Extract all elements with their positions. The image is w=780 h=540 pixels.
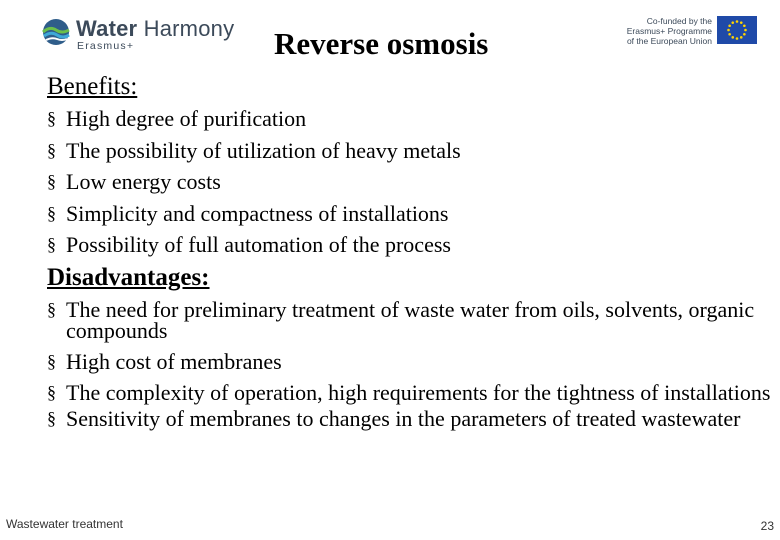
eu-star <box>731 36 734 39</box>
bullet-icon: § <box>47 202 56 223</box>
list-item: § Low energy costs <box>47 166 772 198</box>
water-harmony-logo <box>40 14 235 50</box>
list-item: § Sensitivity of membranes to changes in the parameters of treated wastewater <box>47 406 741 431</box>
logo-subtext: Erasmus+ <box>77 40 135 52</box>
list-item: § High degree of purification <box>47 103 772 135</box>
eu-star <box>727 29 730 32</box>
eu-star <box>728 24 731 27</box>
slide-content <box>47 70 772 434</box>
benefits-heading: Benefits: <box>47 73 138 100</box>
globe-icon <box>40 18 72 46</box>
eu-star <box>736 37 739 40</box>
page-number: 23 <box>760 519 774 533</box>
eu-star <box>743 24 746 27</box>
bullet-icon: § <box>47 408 56 428</box>
eu-cofunded-logo <box>620 16 760 50</box>
bullet-icon: § <box>47 171 56 191</box>
eu-star <box>743 33 746 36</box>
bullet-icon: § <box>47 108 56 128</box>
logo-brand-text: Water Harmony <box>76 16 235 41</box>
eu-star <box>740 21 743 24</box>
disadvantages-heading: Disadvantages: <box>47 263 210 291</box>
list-item: § The complexity of operation, high requirements for the tightness of installations <box>47 380 771 405</box>
bullet-icon: § <box>47 350 56 371</box>
list-item: § Possibility of full automation of the process <box>47 229 772 261</box>
list-item: § The possibility of utilization of heavy metals <box>47 135 772 167</box>
footer-text: Wastewater treatment <box>6 517 123 531</box>
eu-star <box>731 21 734 24</box>
eu-star <box>736 20 739 23</box>
eu-flag-icon <box>717 16 757 44</box>
list-item: § Simplicity and compactness of installations <box>47 198 772 230</box>
slide-title: Reverse osmosis <box>274 26 489 61</box>
bullet-icon: § <box>47 234 56 254</box>
list-item: § High cost of membranes <box>47 346 772 378</box>
disadvantages-list <box>47 296 772 431</box>
eu-star <box>728 33 731 36</box>
bullet-icon: § <box>47 298 56 319</box>
benefits-list <box>47 103 772 261</box>
bullet-icon: § <box>47 139 56 160</box>
eu-logo-text: Co-funded by the Erasmus+ Programme of the European Union <box>626 16 712 46</box>
eu-star <box>744 29 747 32</box>
list-item: § The need for preliminary treatment of waste water from oils, solvents, organic compounds <box>47 296 755 343</box>
eu-star <box>740 36 743 39</box>
bullet-icon: § <box>47 382 56 402</box>
